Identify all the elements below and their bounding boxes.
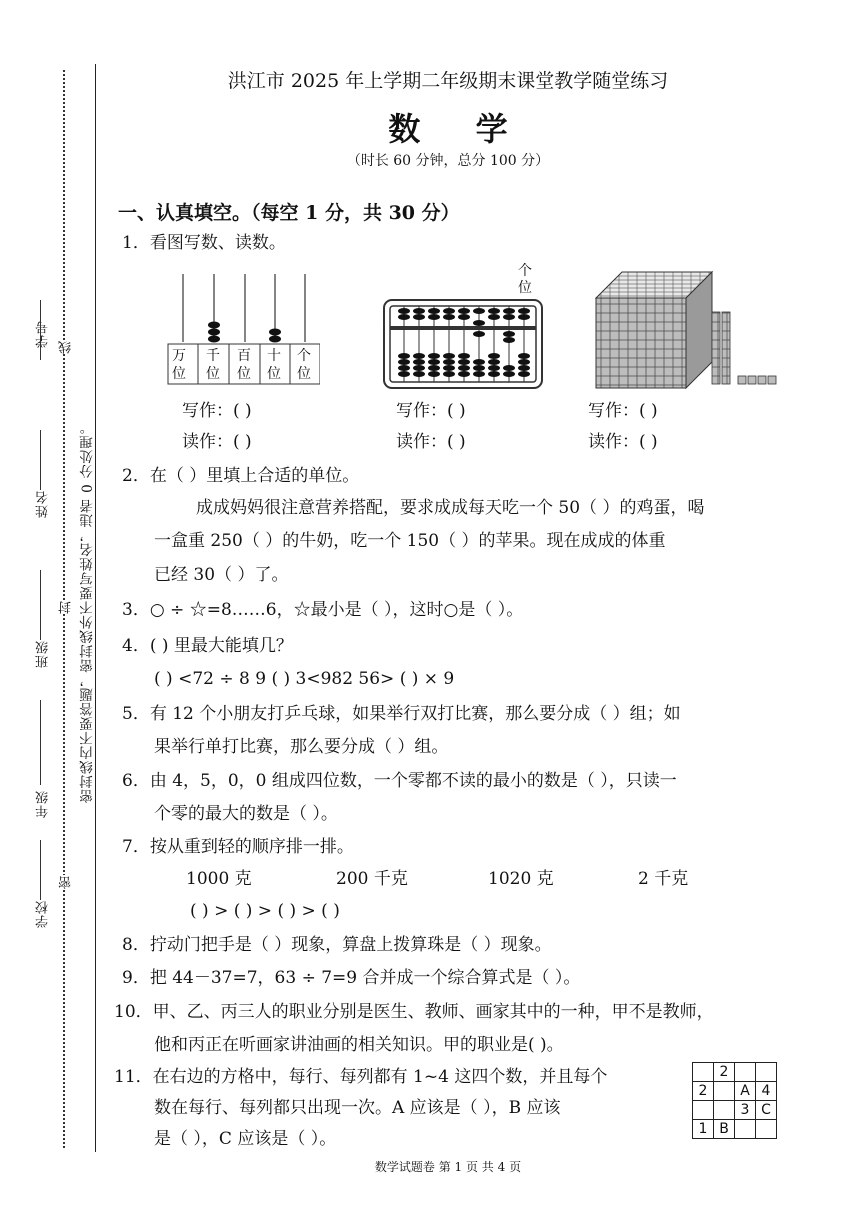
q1-read-2: 读作：( ) xyxy=(396,432,466,452)
latin-square-grid xyxy=(692,1062,777,1139)
grid-cell: A xyxy=(735,1082,756,1101)
grid-cell xyxy=(714,1082,735,1101)
grid-cell: 2 xyxy=(714,1063,735,1082)
grid-cell xyxy=(735,1063,756,1082)
label-name: 姓名 xyxy=(36,490,51,518)
q3-text: 3．○ ÷ ☆=8……6，☆最小是（ ），这时○是（ ）。 xyxy=(122,600,524,620)
exam-note: （时长 60 分钟，总分 100 分） xyxy=(346,153,550,169)
q2-line4: 已经 30（ ）了。 xyxy=(154,565,289,585)
q1-read-1: 读作：( ) xyxy=(182,432,252,452)
abacus-label-tens: 十位 xyxy=(267,348,281,382)
q11-line1: 11．在右边的方格中，每行、每列都有 1~4 这四个数，并且每个 xyxy=(114,1067,608,1087)
label-class: 班级 xyxy=(36,640,51,668)
q1-text: 1．看图写数、读数。 xyxy=(122,233,286,253)
q9-text: 9．把 44－37=7，63 ÷ 7=9 合并成一个综合算式是（ ）。 xyxy=(122,968,581,988)
q6-line1: 6．由 4，5，0，0 组成四位数，一个零都不读的最小的数是（ ），只读一 xyxy=(122,771,677,791)
label-student-number: 学号 xyxy=(36,320,51,348)
q11-line3: 是（ ），C 应该是（ ）。 xyxy=(154,1129,337,1149)
subject-title: 数 学 xyxy=(388,110,530,148)
section-heading: 一、认真填空。（每空 1 分，共 30 分） xyxy=(118,202,460,224)
grid-row xyxy=(693,1120,777,1139)
q2-line1: 2．在（ ）里填上合适的单位。 xyxy=(122,466,360,486)
grid-row xyxy=(693,1082,777,1101)
q7-item-4: 2 千克 xyxy=(638,869,689,889)
grid-cell: 1 xyxy=(693,1120,714,1139)
grid-cell: B xyxy=(714,1120,735,1139)
q2-line2: 成成妈妈很注意营养搭配，要求成成每天吃一个 50（ ）的鸡蛋，喝 xyxy=(196,498,705,518)
suanpan-abacus xyxy=(382,298,544,390)
q7-item-1: 1000 克 xyxy=(186,869,252,889)
q8-text: 8．拧动门把手是（ ）现象，算盘上拨算珠是（ ）现象。 xyxy=(122,935,552,955)
label-grade: 年级 xyxy=(36,790,51,818)
grid-cell xyxy=(756,1120,777,1139)
q4-line2: ( ) <72 ÷ 8 9 ( ) 3<982 56> ( ) × 9 xyxy=(154,669,455,689)
grid-cell: 4 xyxy=(756,1082,777,1101)
grid-cell xyxy=(693,1101,714,1120)
suanpan-ones-label: 个位 xyxy=(518,263,532,296)
q2-line3: 一盒重 250（ ）的牛奶，吃一个 150（ ）的苹果。现在成成的体重 xyxy=(154,531,666,551)
grid-cell xyxy=(714,1101,735,1120)
q6-line2: 个零的最大的数是（ ）。 xyxy=(154,804,338,824)
q10-line1: 10．甲、乙、丙三人的职业分别是医生、教师、画家其中的一种，甲不是教师， xyxy=(114,1002,714,1022)
field-line-name xyxy=(40,430,42,490)
field-line-school xyxy=(40,840,42,900)
field-line-class xyxy=(40,570,42,640)
q1-write-3: 写作：( ) xyxy=(588,401,658,421)
grid-cell: C xyxy=(756,1101,777,1120)
abacus-label-ten-thousands: 万位 xyxy=(172,348,186,382)
grid-row xyxy=(693,1101,777,1120)
q7-line1: 7．按从重到轻的顺序排一排。 xyxy=(122,837,354,857)
base-ten-blocks xyxy=(592,268,782,390)
q7-answer-line: ( ) > ( ) > ( ) > ( ) xyxy=(190,901,340,921)
grid-cell xyxy=(735,1120,756,1139)
grid-cell xyxy=(693,1063,714,1082)
q7-item-2: 200 千克 xyxy=(336,869,408,889)
page-title: 洪江市 2025 年上学期二年级期末课堂教学随堂练习 xyxy=(227,70,669,92)
seal-char-line: 线 xyxy=(59,340,74,354)
abacus-label-hundreds: 百位 xyxy=(237,348,251,382)
q5-line2: 果举行单打比赛，那么要分成（ ）组。 xyxy=(154,737,449,757)
grid-cell: 2 xyxy=(693,1082,714,1101)
seal-char-dense: 密 xyxy=(59,875,74,889)
q5-line1: 5．有 12 个小朋友打乒乓球，如果举行双打比赛，那么要分成（ ）组；如 xyxy=(122,704,681,724)
q1-write-2: 写作：( ) xyxy=(396,401,466,421)
binding-warning: 密封线内不要答题，密封线外不要写姓名，违者 0 分处理。 xyxy=(80,420,96,803)
field-line-student-number xyxy=(40,300,42,360)
label-school: 学校 xyxy=(36,900,51,928)
q4-line1: 4．( ) 里最大能填几？ xyxy=(122,636,293,656)
q10-line2: 他和丙正在听画家讲油画的相关知识。甲的职业是( )。 xyxy=(154,1035,564,1055)
grid-row xyxy=(693,1063,777,1082)
page-footer: 数学试题卷 第 1 页 共 4 页 xyxy=(374,1160,522,1174)
abacus-label-ones: 个位 xyxy=(297,348,311,382)
grid-cell: 3 xyxy=(735,1101,756,1120)
grid-cell xyxy=(756,1063,777,1082)
abacus-label-thousands: 千位 xyxy=(206,348,220,382)
q7-item-3: 1020 克 xyxy=(488,869,554,889)
field-line-grade xyxy=(40,700,42,785)
q11-line2: 数在每行、每列都只出现一次。A 应该是（ ），B 应该 xyxy=(154,1098,561,1118)
seal-char-seal: 封 xyxy=(59,600,74,614)
q1-write-1: 写作：( ) xyxy=(182,401,252,421)
q1-read-3: 读作：( ) xyxy=(588,432,658,452)
